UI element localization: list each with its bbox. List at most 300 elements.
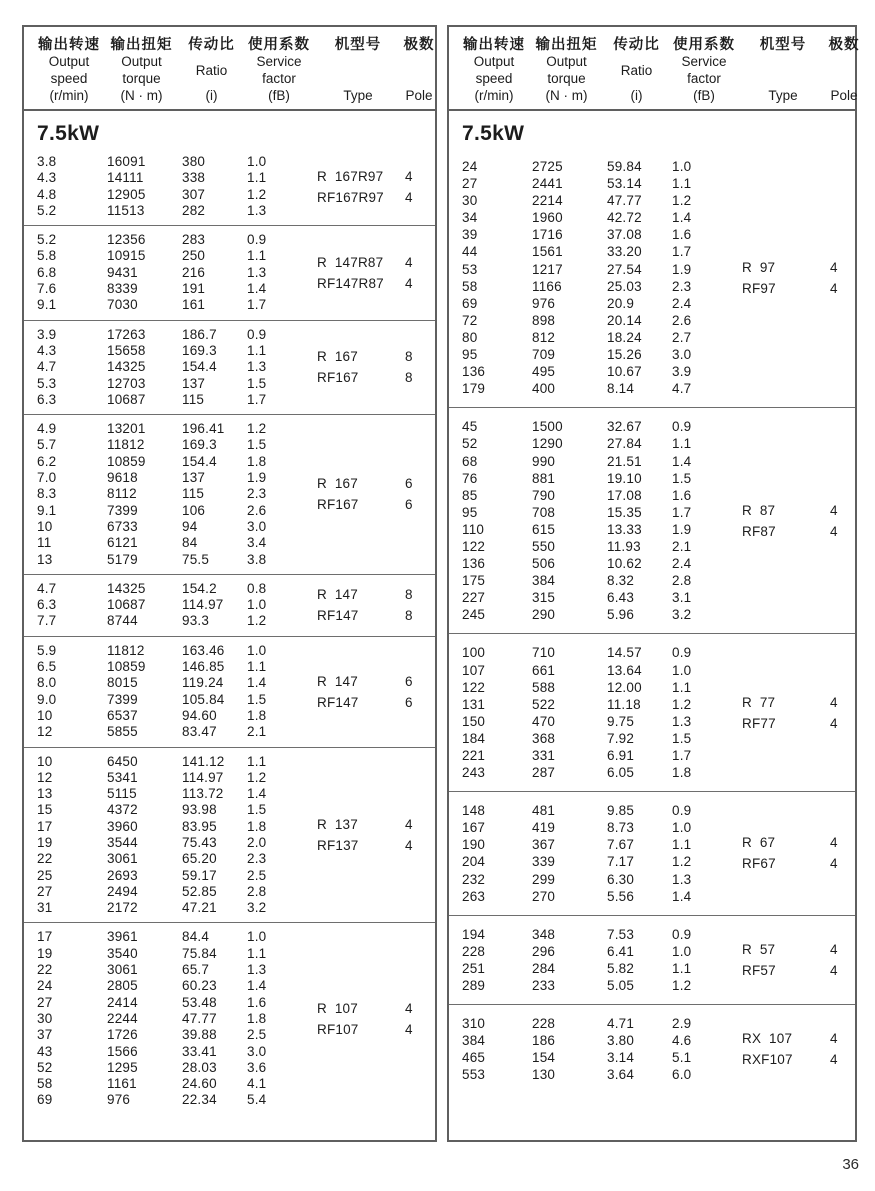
table-row [449,572,855,589]
cell-type: R 167 [317,476,358,492]
cell-output-torque: 154 [532,1050,556,1066]
header-en-type: Type [768,87,798,103]
cell-type: R 137 [317,816,358,832]
table-row [24,1044,435,1060]
cell-output-speed: 3.8 [37,154,57,169]
cell-service-factor: 1.1 [672,679,692,695]
cell-output-torque: 2172 [107,900,138,916]
spec-table-left [22,25,437,1142]
cell-ratio: 13.64 [607,662,642,678]
header-zh-output-torque: 输出扭矩 [110,37,173,53]
cell-output-speed: 12 [37,769,53,785]
cell-output-torque: 898 [532,312,556,328]
header-zh-output-torque: 输出扭矩 [535,37,598,53]
cell-service-factor: 1.4 [247,786,267,802]
cell-pole: 4 [405,168,413,184]
table-row [24,535,435,551]
table-row [24,786,435,802]
cell-service-factor: 1.3 [247,359,267,375]
cell-service-factor: 2.0 [247,834,267,850]
cell-pole: 4 [830,1031,838,1047]
cell-service-factor: 1.6 [672,487,692,503]
header-en-ratio: Ratio [195,62,228,78]
spec-block [24,636,435,747]
cell-type: R 147 [317,673,358,689]
cell-output-speed: 10 [37,518,53,534]
cell-service-factor: 1.9 [247,470,267,486]
type-pole-line [742,1049,864,1070]
table-row [449,606,855,623]
cell-ratio: 14.57 [607,645,642,661]
header-unit-nm: (N · m) [120,87,163,103]
cell-output-torque: 5115 [107,786,137,802]
cell-output-speed: 34 [462,210,478,226]
cell-ratio: 84.4 [182,929,210,945]
cell-ratio: 119.24 [182,675,224,691]
cell-service-factor: 1.9 [672,521,692,537]
header-en-output: Output [121,54,162,70]
header-en-service: Service [256,54,302,70]
cell-service-factor: 1.7 [672,504,692,520]
cell-ratio: 6.41 [607,943,635,959]
cell-output-speed: 76 [462,470,478,486]
type-pole-group [317,584,439,626]
cell-type: R 107 [317,1001,358,1017]
cell-ratio: 106 [182,502,206,518]
cell-ratio: 59.17 [182,867,217,883]
type-pole-group [317,346,439,388]
type-pole-group [742,692,864,734]
cell-ratio: 380 [182,154,206,169]
cell-output-torque: 186 [532,1033,556,1049]
cell-output-speed: 245 [462,607,486,623]
cell-output-speed: 194 [462,926,486,942]
cell-output-speed: 175 [462,573,486,589]
cell-ratio: 8.32 [607,573,635,589]
cell-type: RF137 [317,837,359,853]
header-en-speed: speed [50,71,88,86]
cell-ratio: 11.18 [607,696,641,712]
cell-pole: 4 [830,835,838,851]
header-unit-nm: (N · m) [545,87,588,103]
cell-ratio: 113.72 [182,786,224,802]
cell-output-speed: 3.9 [37,326,57,342]
cell-output-speed: 553 [462,1067,486,1083]
cell-output-speed: 4.7 [37,359,57,375]
cell-ratio: 84 [182,535,198,551]
cell-output-speed: 6.5 [37,659,57,675]
cell-service-factor: 3.0 [247,518,267,534]
cell-output-speed: 4.7 [37,580,57,596]
cell-ratio: 11.93 [607,538,641,554]
spec-block [449,148,855,407]
cell-ratio: 65.7 [182,962,210,978]
cell-ratio: 115 [182,486,205,502]
cell-output-speed: 204 [462,854,486,870]
cell-ratio: 169.3 [182,342,217,358]
cell-output-speed: 9.1 [37,297,57,313]
type-pole-group [742,939,864,981]
cell-service-factor: 1.7 [672,244,692,260]
cell-pole: 4 [405,189,413,205]
header-en-ratio: Ratio [620,62,653,78]
cell-service-factor: 4.1 [247,1076,267,1092]
cell-ratio: 114.97 [182,597,224,613]
table-row [24,868,435,884]
type-pole-line [742,960,864,981]
cell-service-factor: 3.4 [247,535,267,551]
cell-output-torque: 11812 [107,437,145,453]
table-row [24,421,435,437]
type-pole-line [317,814,439,835]
cell-ratio: 4.71 [607,1016,635,1032]
cell-output-torque: 290 [532,607,556,623]
cell-output-speed: 136 [462,556,486,572]
table-row [24,770,435,786]
cell-output-torque: 5855 [107,724,138,740]
cell-output-torque: 7030 [107,297,138,313]
column-header-ratio [179,36,244,105]
cell-pole: 4 [830,1052,838,1068]
table-row [449,226,855,243]
cell-output-speed: 122 [462,679,486,695]
cell-type: RF107 [317,1022,359,1038]
type-pole-line [317,273,439,294]
cell-service-factor: 3.6 [247,1059,267,1075]
cell-output-torque: 3540 [107,945,138,961]
cell-ratio: 27.54 [607,261,642,277]
cell-output-torque: 400 [532,381,556,397]
cell-service-factor: 1.1 [247,170,267,186]
cell-output-torque: 1561 [532,244,563,260]
column-header-pole [402,36,436,105]
table-row [24,552,435,568]
cell-output-torque: 14325 [107,580,146,596]
cell-output-speed: 9.1 [37,502,57,518]
cell-ratio: 137 [182,375,206,391]
cell-output-speed: 12 [37,724,53,740]
cell-output-torque: 8112 [107,486,137,502]
cell-service-factor: 1.5 [247,375,267,391]
cell-ratio: 47.21 [182,900,217,916]
header-zh-type: 机型号 [334,37,382,53]
spec-block [24,574,435,636]
header-unit-fb: (fB) [268,87,290,103]
table-row [24,724,435,740]
type-pole-line [317,584,439,605]
cell-service-factor: 2.9 [672,1016,692,1032]
cell-service-factor: 2.1 [247,724,267,740]
cell-ratio: 42.72 [607,210,642,226]
cell-service-factor: 4.6 [672,1033,692,1049]
cell-type: RF67 [742,856,776,872]
cell-output-speed: 5.7 [37,437,57,453]
cell-output-torque: 5341 [107,769,138,785]
cell-ratio: 5.82 [607,960,635,976]
cell-type: RXF107 [742,1052,793,1068]
cell-service-factor: 1.8 [247,1010,267,1026]
cell-type: RF97 [742,280,776,296]
cell-output-torque: 1290 [532,436,563,452]
cell-output-speed: 80 [462,329,478,345]
table-row [449,158,855,175]
table-row [24,884,435,900]
cell-output-speed: 384 [462,1033,486,1049]
cell-ratio: 32.67 [607,419,642,435]
cell-output-speed: 243 [462,765,486,781]
cell-service-factor: 1.9 [672,261,692,277]
cell-pole: 6 [405,673,413,689]
cell-output-torque: 550 [532,538,556,554]
spec-block [24,414,435,574]
type-pole-line [742,692,864,713]
cell-output-torque: 3960 [107,818,138,834]
cell-type: R 167R97 [317,168,384,184]
header-en-output: Output [473,54,515,70]
type-pole-line [742,500,864,521]
cell-service-factor: 1.8 [247,707,267,723]
cell-service-factor: 2.8 [672,573,692,589]
cell-ratio: 60.23 [182,978,217,994]
header-unit-fb: (fB) [693,87,715,103]
cell-service-factor: 0.9 [672,803,692,819]
cell-service-factor: 1.1 [247,248,267,264]
cell-ratio: 52.85 [182,883,217,899]
cell-ratio: 75.84 [182,945,217,961]
type-pole-line [742,257,864,278]
cell-ratio: 75.43 [182,834,217,850]
cell-ratio: 22.34 [182,1092,217,1108]
cell-service-factor: 0.8 [247,580,267,596]
cell-type: RF167R97 [317,189,384,205]
spec-block [449,1004,855,1093]
cell-output-torque: 8015 [107,675,138,691]
cell-output-torque: 1500 [532,419,563,435]
cell-ratio: 307 [182,186,206,202]
cell-ratio: 3.14 [607,1050,635,1066]
cell-type: RF147 [317,694,359,710]
cell-ratio: 15.35 [607,504,642,520]
table-header [24,27,435,111]
cell-output-speed: 19 [37,834,53,850]
cell-service-factor: 1.2 [672,193,692,209]
type-pole-group [317,814,439,856]
table-row [449,453,855,470]
table-blocks-right [449,148,855,1094]
type-pole-group [742,832,864,874]
cell-ratio: 7.67 [607,837,635,853]
cell-type: R 147 [317,587,358,603]
cell-output-speed: 310 [462,1016,486,1032]
cell-output-torque: 710 [532,645,556,661]
header-en-speed: speed [475,71,513,86]
cell-output-torque: 16091 [107,154,146,169]
cell-type: R 97 [742,259,776,275]
cell-type: RF167 [317,497,359,513]
cell-output-torque: 3544 [107,834,138,850]
cell-output-torque: 419 [532,820,556,836]
column-header-output-speed [34,36,104,105]
cell-output-speed: 6.8 [37,264,57,280]
cell-pole: 4 [405,275,413,291]
table-row [24,1076,435,1092]
table-row [24,962,435,978]
table-row [24,519,435,535]
cell-ratio: 53.14 [607,176,642,192]
table-row [449,175,855,192]
cell-output-torque: 7399 [107,502,138,518]
column-header-type [739,36,827,105]
cell-output-torque: 12356 [107,232,146,248]
cell-output-torque: 2244 [107,1010,138,1026]
cell-ratio: 3.64 [607,1067,635,1083]
cell-output-torque: 495 [532,364,556,380]
cell-ratio: 28.03 [182,1059,217,1075]
cell-ratio: 5.96 [607,607,635,623]
table-row [449,346,855,363]
cell-output-torque: 10859 [107,659,146,675]
cell-pole: 4 [405,837,413,853]
cell-ratio: 15.26 [607,347,642,363]
cell-service-factor: 2.3 [247,851,267,867]
cell-output-speed: 44 [462,244,478,260]
cell-service-factor: 1.2 [247,769,267,785]
header-zh-ratio: 传动比 [613,37,660,53]
cell-service-factor: 3.9 [672,364,692,380]
cell-output-torque: 615 [532,521,556,537]
cell-pole: 4 [830,502,838,518]
cell-service-factor: 1.1 [672,176,692,192]
header-zh-output-speed: 输出转速 [38,37,100,53]
cell-ratio: 141.12 [182,753,225,769]
type-pole-group [317,473,439,515]
cell-output-torque: 976 [107,1092,131,1108]
cell-ratio: 53.48 [182,994,217,1010]
cell-ratio: 216 [182,264,206,280]
cell-ratio: 250 [182,248,206,264]
cell-output-speed: 53 [462,261,478,277]
header-zh-pole: 极数 [828,37,860,53]
spec-block [24,148,435,225]
cell-service-factor: 3.1 [672,590,692,606]
cell-output-speed: 31 [37,900,53,916]
header-en-pole: Pole [830,87,858,103]
cell-pole: 8 [405,587,413,603]
cell-service-factor: 1.0 [672,943,692,959]
cell-output-speed: 95 [462,504,478,520]
cell-service-factor: 1.3 [247,202,267,218]
section-title: 7.5kW [37,122,100,145]
cell-output-torque: 976 [532,295,556,311]
cell-service-factor: 2.4 [672,295,692,311]
cell-ratio: 196.41 [182,421,225,437]
cell-ratio: 94 [182,518,198,534]
cell-service-factor: 3.2 [672,607,692,623]
type-pole-line [317,1019,439,1040]
cell-output-speed: 4.9 [37,421,57,437]
cell-ratio: 3.80 [607,1033,635,1049]
cell-output-speed: 13 [37,786,53,802]
cell-service-factor: 1.0 [247,154,267,169]
cell-output-torque: 2805 [107,978,138,994]
cell-service-factor: 1.6 [672,227,692,243]
cell-output-speed: 131 [462,696,486,712]
type-pole-group [317,671,439,713]
cell-ratio: 338 [182,170,206,186]
cell-output-speed: 15 [37,802,53,818]
cell-output-speed: 11 [37,535,52,551]
cell-output-torque: 2494 [107,883,138,899]
cell-output-torque: 1166 [532,278,562,294]
cell-output-torque: 2725 [532,159,563,174]
table-row [449,329,855,346]
cell-type: RF167 [317,370,359,386]
table-row [449,380,855,397]
table-row [449,192,855,209]
cell-output-speed: 263 [462,888,486,904]
cell-service-factor: 1.2 [247,186,267,202]
spec-block [24,225,435,319]
cell-ratio: 65.20 [182,851,217,867]
cell-ratio: 12.00 [607,679,642,695]
cell-output-speed: 25 [37,867,53,883]
cell-ratio: 20.9 [607,295,635,311]
cell-output-speed: 221 [462,748,486,763]
column-header-pole [827,36,861,105]
cell-pole: 6 [405,694,413,710]
cell-output-speed: 136 [462,364,486,380]
cell-output-speed: 39 [462,227,478,243]
type-pole-line [742,832,864,853]
table-row [449,470,855,487]
cell-output-torque: 368 [532,730,556,746]
spec-block [449,915,855,1004]
cell-output-torque: 11812 [107,642,145,658]
cell-pole: 8 [405,370,413,386]
column-header-output-torque [104,36,179,105]
cell-service-factor: 1.5 [247,802,267,818]
type-pole-line [317,346,439,367]
cell-ratio: 25.03 [607,278,642,294]
cell-ratio: 105.84 [182,691,225,707]
cell-service-factor: 1.4 [672,210,692,226]
cell-output-speed: 45 [462,419,478,435]
cell-output-torque: 990 [532,453,556,469]
cell-output-speed: 179 [462,381,486,397]
cell-output-speed: 27 [462,176,478,192]
cell-service-factor: 0.9 [247,326,267,342]
cell-output-torque: 2214 [532,193,563,209]
cell-pole: 4 [830,259,838,275]
table-row [449,555,855,572]
table-row [449,209,855,226]
cell-service-factor: 1.3 [247,962,267,978]
cell-pole: 4 [830,941,838,957]
cell-output-speed: 72 [462,312,478,328]
cell-output-speed: 27 [37,994,53,1010]
cell-ratio: 9.85 [607,803,635,819]
cell-output-torque: 331 [532,748,556,763]
header-unit-i: (i) [630,87,643,103]
cell-output-speed: 167 [462,820,486,836]
cell-output-speed: 7.6 [37,281,57,297]
cell-output-speed: 27 [37,883,53,899]
cell-service-factor: 1.1 [672,960,692,976]
header-zh-output-speed: 输出转速 [463,37,525,53]
cell-output-torque: 228 [532,1016,556,1032]
cell-output-speed: 227 [462,590,486,606]
cell-pole: 6 [405,476,413,492]
